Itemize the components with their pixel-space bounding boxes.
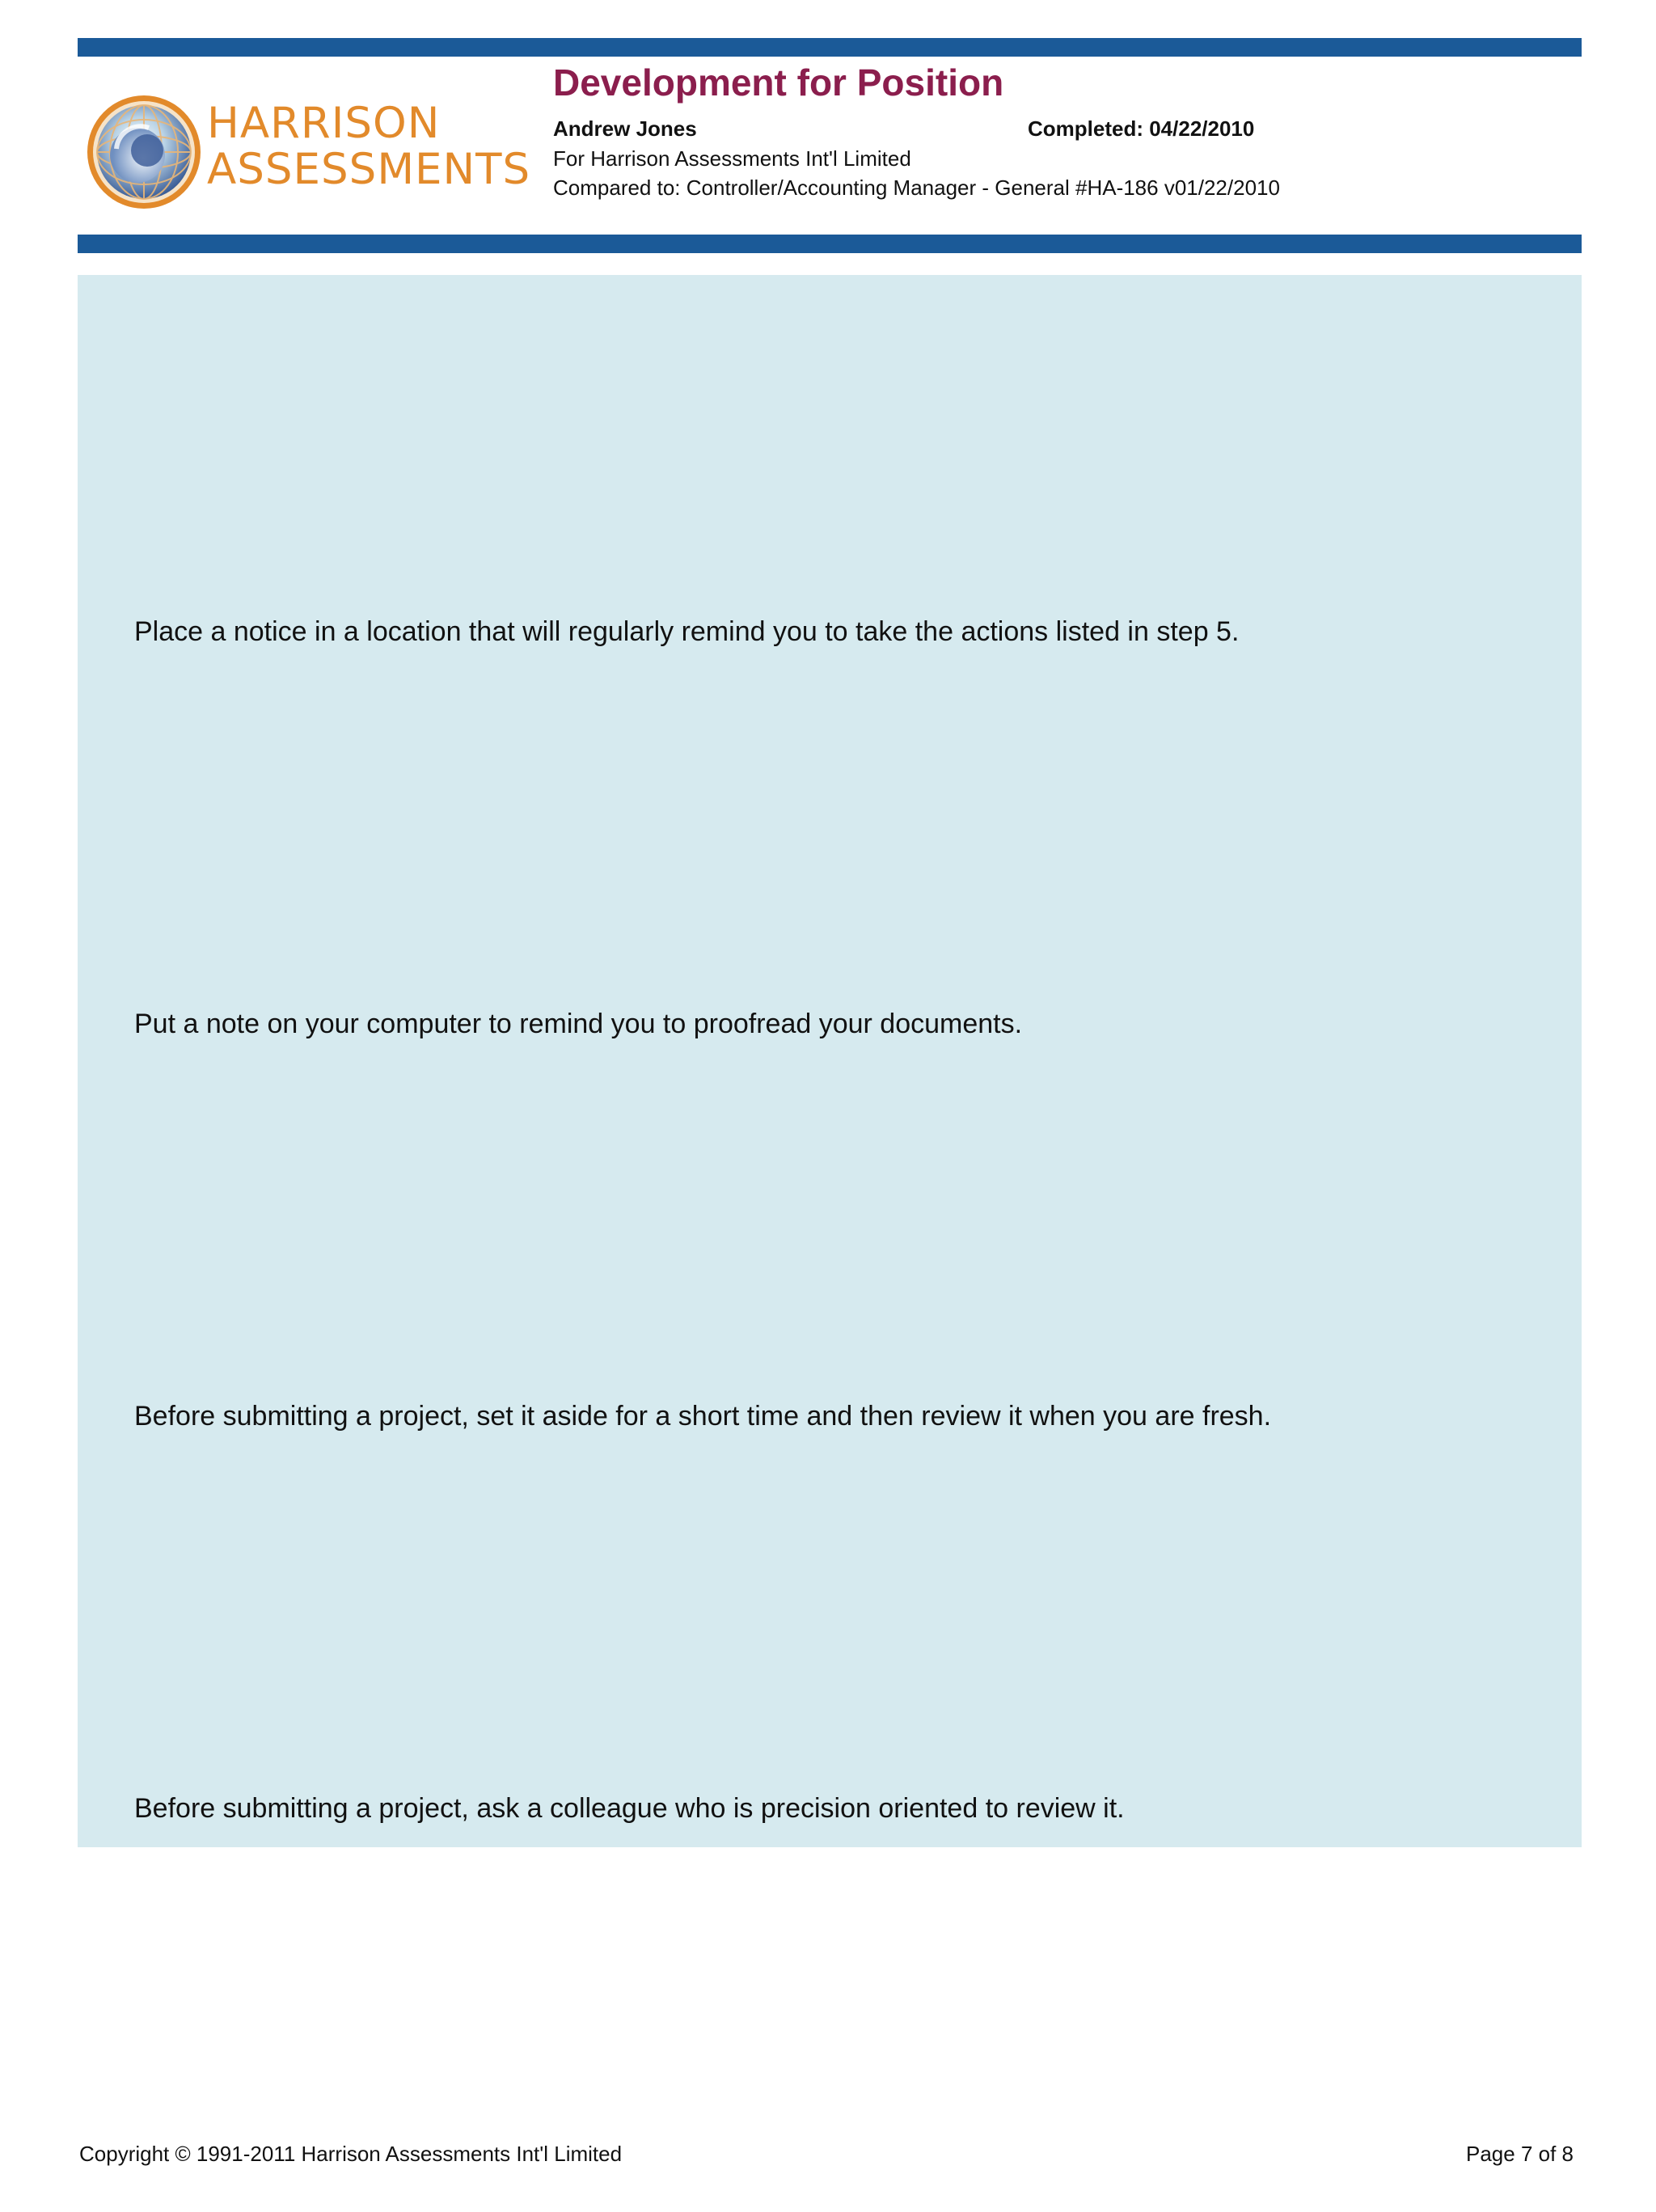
logo-line-2: ASSESSMENTS xyxy=(207,145,531,194)
copyright-footer: Copyright © 1991-2011 Harrison Assessments Int'l Limited xyxy=(79,2142,623,2166)
tip-item: Put a note on your computer to remind you to proofread your documents. xyxy=(134,1009,1023,1039)
header-top-bar xyxy=(78,38,1582,57)
logo-line-1: HARRISON xyxy=(207,99,441,148)
globe-icon xyxy=(84,92,204,212)
compared-to-line: Compared to: Controller/Accounting Manager - General #HA-186 v01/22/2010 xyxy=(553,176,1280,200)
candidate-name: Andrew Jones xyxy=(553,116,697,141)
completed-date: Completed: 04/22/2010 xyxy=(1028,116,1255,141)
tip-item: Place a notice in a location that will regularly remind you to take the actions listed in step 5. xyxy=(134,616,1240,647)
tip-item: Before submitting a project, ask a colleague who is precision oriented to review it. xyxy=(134,1793,1125,1824)
development-tips-panel xyxy=(78,275,1582,1847)
organization-line: For Harrison Assessments Int'l Limited xyxy=(553,146,911,171)
header-bottom-bar xyxy=(78,235,1582,253)
tip-item: Before submitting a project, set it aside for a short time and then review it when you are fresh. xyxy=(134,1401,1272,1432)
logo-wordmark xyxy=(207,100,530,192)
page-title: Development for Position xyxy=(553,61,1004,104)
page-number: Page 7 of 8 xyxy=(1466,2142,1574,2166)
harrison-logo xyxy=(84,91,531,214)
